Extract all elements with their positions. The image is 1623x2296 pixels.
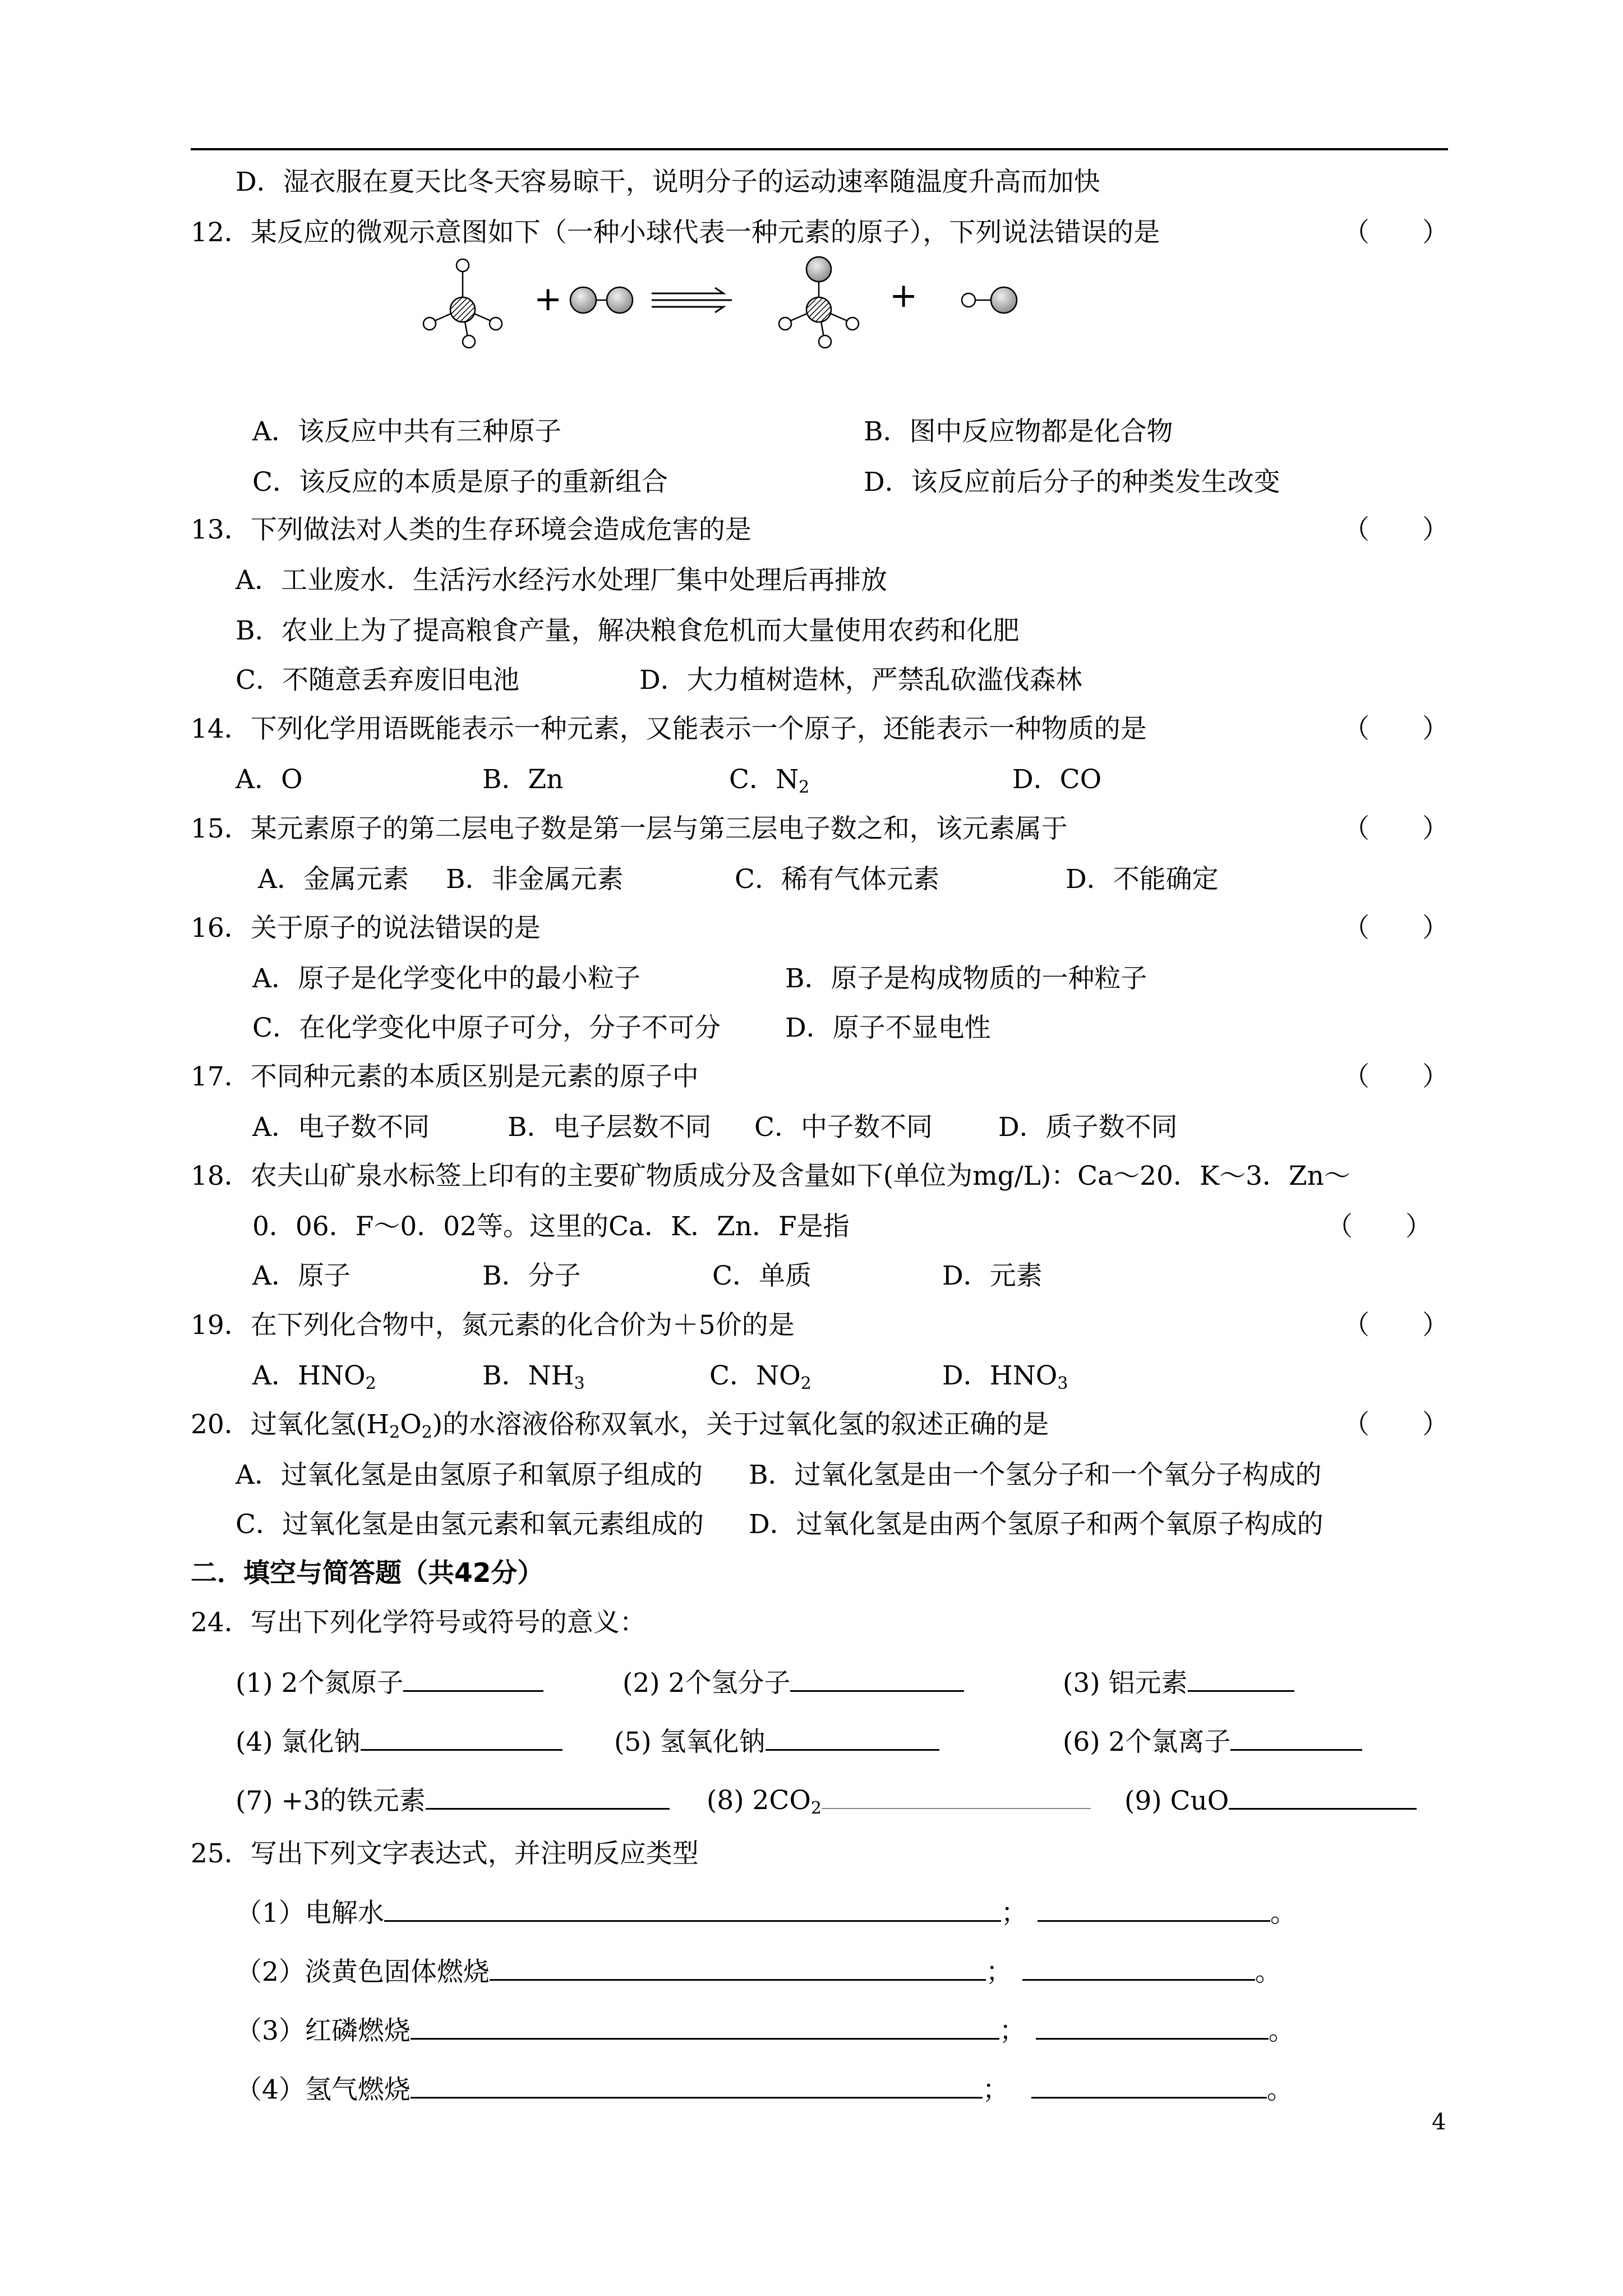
q15-option-c: C．稀有气体元素 <box>735 864 939 895</box>
q15-option-d: D．不能确定 <box>1066 864 1219 895</box>
section-2-heading: 二．填空与简答题（共42分） <box>191 1558 544 1589</box>
plus-sign-2: + <box>889 276 918 315</box>
answer-blank[interactable] <box>822 1781 1091 1809</box>
q19-option-c: C．$NO_2$ <box>709 1360 811 1393</box>
reactant-molecule-1 <box>423 259 502 348</box>
q14-option-a: A．O <box>236 764 303 795</box>
equation-blank[interactable] <box>411 2070 983 2099</box>
q18-stem-line1: 18．农夫山矿泉水标签上印有的主要矿物质成分及含量如下(单位为mg/L)：Ca～20．K～3．Zn～ <box>191 1161 1350 1191</box>
q14-option-b: B．Zn <box>482 764 564 795</box>
q15-option-a: A．金属元素 <box>258 864 409 895</box>
q20-option-d: D．过氧化氢是由两个氢原子和两个氧原子构成的 <box>749 1509 1324 1540</box>
q20-stem: 20．过氧化氢$(H_2O_2)$的水溶液俗称双氧水，关于过氧化氢的叙述正确的是 <box>191 1409 1049 1442</box>
q16-option-c: C．在化学变化中原子可分，分子不可分 <box>252 1013 721 1043</box>
q20-option-b: B．过氧化氢是由一个氢分子和一个氧分子构成的 <box>749 1460 1322 1490</box>
equation-blank[interactable] <box>490 1952 986 1981</box>
q19-option-d: D．$HNO_3$ <box>942 1360 1068 1393</box>
q24-item-5: (5) 氢氧化钠 <box>614 1722 939 1759</box>
answer-blank[interactable] <box>403 1663 543 1692</box>
q18-option-b: B．分子 <box>482 1260 581 1291</box>
page-number: 4 <box>1432 2109 1446 2135</box>
q14-option-d: D．CO <box>1012 764 1102 795</box>
reaction-type-blank[interactable] <box>1038 1893 1270 1922</box>
q25-stem: 25．写出下列文字表达式，并注明反应类型 <box>191 1838 699 1869</box>
q20-answer-paren: （ ） <box>1343 1409 1449 1440</box>
plus-sign-1: + <box>534 279 562 319</box>
answer-blank[interactable] <box>1229 1781 1417 1810</box>
q12-option-d: D．该反应前后分子的种类发生改变 <box>864 467 1280 498</box>
product-molecule-1 <box>779 257 859 348</box>
q17-option-c: C．中子数不同 <box>754 1112 933 1143</box>
q13-option-b: B．农业上为了提高粮食产量，解决粮食危机而大量使用农药和化肥 <box>236 615 1020 646</box>
q24-item-1: (1) 2个氮原子 <box>236 1663 543 1700</box>
q25-item-1: （1）电解水 ； 。 <box>236 1893 1297 1930</box>
q12-option-a: A．该反应中共有三种原子 <box>252 416 561 447</box>
q14-option-c: C．$N_2$ <box>729 764 810 797</box>
reaction-type-blank[interactable] <box>1031 2070 1267 2099</box>
q15-answer-paren: （ ） <box>1343 813 1449 844</box>
equation-blank[interactable] <box>384 1893 1001 1922</box>
q13-stem: 13．下列做法对人类的生存环境会造成危害的是 <box>191 514 751 545</box>
q24-item-8: (8) $2CO_2$ <box>707 1781 1091 1818</box>
q16-option-a: A．原子是化学变化中的最小粒子 <box>252 963 640 994</box>
reaction-type-blank[interactable] <box>1036 2011 1269 2040</box>
answer-blank[interactable] <box>790 1663 964 1692</box>
equation-blank[interactable] <box>411 2011 999 2040</box>
q14-answer-paren: （ ） <box>1343 714 1449 744</box>
q16-option-b: B．原子是构成物质的一种粒子 <box>785 963 1147 994</box>
q16-stem: 16．关于原子的说法错误的是 <box>191 913 541 944</box>
q11-option-d: D．湿衣服在夏天比冬天容易晾干，说明分子的运动速率随温度升高而加快 <box>236 167 1100 197</box>
q16-option-d: D．原子不显电性 <box>785 1013 991 1043</box>
product-molecule-2 <box>962 287 1017 313</box>
reaction-type-blank[interactable] <box>1022 1952 1255 1981</box>
q20-option-a: A．过氧化氢是由氢原子和氧原子组成的 <box>236 1460 703 1490</box>
answer-blank[interactable] <box>1188 1663 1294 1692</box>
q25-item-3: （3）红磷燃烧 ； 。 <box>236 2011 1295 2048</box>
q14-stem: 14．下列化学用语既能表示一种元素，又能表示一个原子，还能表示一种物质的是 <box>191 714 1147 744</box>
q25-item-2: （2）淡黄色固体燃烧 ； 。 <box>236 1952 1281 1989</box>
q17-option-d: D．质子数不同 <box>998 1112 1178 1143</box>
answer-blank[interactable] <box>1230 1722 1362 1751</box>
answer-blank[interactable] <box>766 1722 939 1751</box>
q13-answer-paren: （ ） <box>1343 514 1449 545</box>
q24-item-3: (3) 铝元素 <box>1063 1663 1294 1700</box>
q19-option-a: A．$HNO_2$ <box>252 1360 376 1393</box>
q24-stem: 24．写出下列化学符号或符号的意义： <box>191 1607 646 1638</box>
q17-answer-paren: （ ） <box>1343 1061 1449 1092</box>
q18-answer-paren: （ ） <box>1326 1211 1432 1242</box>
q13-option-a: A．工业废水．生活污水经污水处理厂集中处理后再排放 <box>236 565 887 596</box>
q18-option-c: C．单质 <box>712 1260 811 1291</box>
q12-answer-paren: （ ） <box>1343 217 1449 248</box>
answer-blank[interactable] <box>361 1722 562 1751</box>
q24-item-9: (9) CuO <box>1124 1781 1417 1818</box>
q15-stem: 15．某元素原子的第二层电子数是第一层与第三层电子数之和，该元素属于 <box>191 813 1068 844</box>
header-rule <box>191 148 1448 150</box>
q24-item-2: (2) 2个氢分子 <box>623 1663 964 1700</box>
q15-option-b: B．非金属元素 <box>446 864 624 895</box>
q12-option-b: B．图中反应物都是化合物 <box>864 416 1173 447</box>
q12-option-c: C．该反应的本质是原子的重新组合 <box>252 467 668 498</box>
reactant-molecule-2 <box>570 287 633 313</box>
q19-option-b: B．$NH_3$ <box>482 1360 585 1393</box>
q17-option-a: A．电子数不同 <box>252 1112 430 1143</box>
q20-option-c: C．过氧化氢是由氢元素和氧元素组成的 <box>236 1509 704 1540</box>
reaction-diagram <box>409 255 1043 356</box>
q17-stem: 17．不同种元素的本质区别是元素的原子中 <box>191 1061 699 1092</box>
answer-blank[interactable] <box>426 1781 670 1810</box>
q25-item-4: （4）氢气燃烧 ； 。 <box>236 2070 1293 2107</box>
reaction-arrow <box>652 288 732 312</box>
q18-option-d: D．元素 <box>942 1260 1043 1291</box>
q19-answer-paren: （ ） <box>1343 1310 1449 1341</box>
q18-stem-line2: 0．06．F～0．02等。这里的Ca．K．Zn．F是指 <box>252 1211 850 1242</box>
q24-item-7: (7) +3的铁元素 <box>236 1781 670 1818</box>
q24-item-6: (6) 2个氯离子 <box>1063 1722 1362 1759</box>
q16-answer-paren: （ ） <box>1343 913 1449 944</box>
q13-option-d: D．大力植树造林，严禁乱砍滥伐森林 <box>639 665 1082 696</box>
q13-option-c: C．不随意丢弃废旧电池 <box>236 665 519 696</box>
q18-option-a: A．原子 <box>252 1260 351 1291</box>
q17-option-b: B．电子层数不同 <box>508 1112 712 1143</box>
q19-stem: 19．在下列化合物中，氮元素的化合价为＋5价的是 <box>191 1310 795 1341</box>
q24-item-4: (4) 氯化钠 <box>236 1722 562 1759</box>
q12-stem: 12．某反应的微观示意图如下（一种小球代表一种元素的原子），下列说法错误的是 <box>191 217 1160 248</box>
